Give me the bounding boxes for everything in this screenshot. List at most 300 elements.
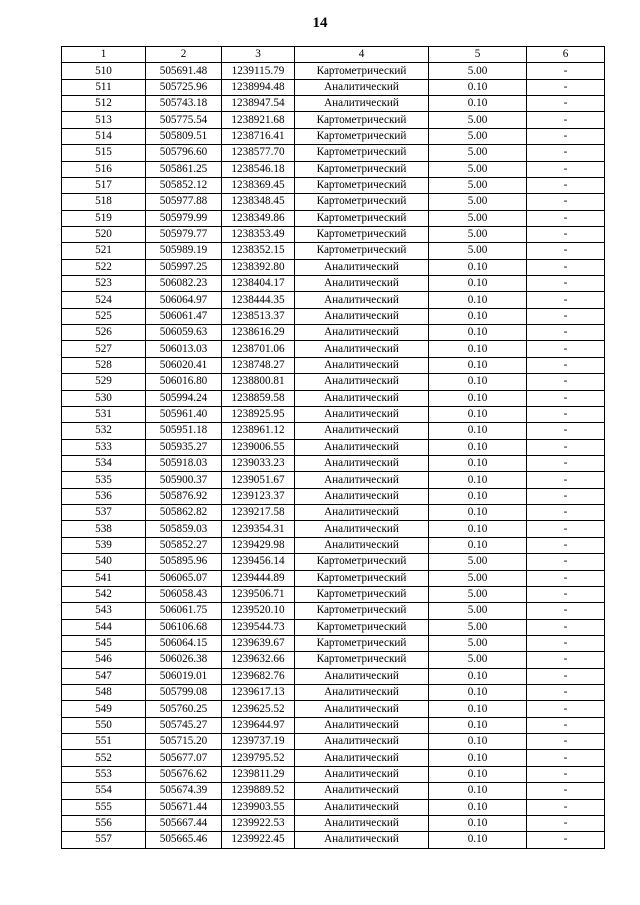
cell-y-coordinate: 1238994.48 [222,79,295,95]
cell-y-coordinate: 1239617.13 [222,685,295,701]
cell-point-number: 544 [62,619,146,635]
cell-method: Аналитический [295,96,429,112]
cell-note: - [527,292,605,308]
table-row [62,766,605,782]
cell-note: - [527,815,605,831]
cell-y-coordinate: 1239115.79 [222,63,295,79]
cell-x-coordinate: 506058.43 [146,586,222,602]
cell-point-number: 542 [62,586,146,602]
cell-x-coordinate: 505665.46 [146,832,222,848]
cell-accuracy: 5.00 [429,652,527,668]
cell-note: - [527,521,605,537]
table-header [62,47,605,63]
cell-y-coordinate: 1238716.41 [222,128,295,144]
cell-accuracy: 0.10 [429,472,527,488]
table-row [62,406,605,422]
cell-accuracy: 0.10 [429,537,527,553]
cell-method: Картометрический [295,603,429,619]
table-body [62,63,605,848]
cell-accuracy: 0.10 [429,406,527,422]
cell-x-coordinate: 505852.27 [146,537,222,553]
cell-note: - [527,635,605,651]
table-row [62,439,605,455]
cell-x-coordinate: 505895.96 [146,554,222,570]
cell-y-coordinate: 1238546.18 [222,161,295,177]
cell-point-number: 521 [62,243,146,259]
cell-note: - [527,537,605,553]
cell-point-number: 556 [62,815,146,831]
cell-method: Картометрический [295,554,429,570]
cell-note: - [527,554,605,570]
cell-note: - [527,276,605,292]
cell-y-coordinate: 1238353.49 [222,226,295,242]
cell-method: Аналитический [295,357,429,373]
cell-y-coordinate: 1239444.89 [222,570,295,586]
table-row [62,341,605,357]
cell-x-coordinate: 505979.77 [146,226,222,242]
cell-note: - [527,439,605,455]
cell-point-number: 543 [62,603,146,619]
cell-note: - [527,766,605,782]
table-row [62,652,605,668]
cell-note: - [527,63,605,79]
table-row [62,750,605,766]
cell-accuracy: 5.00 [429,63,527,79]
cell-x-coordinate: 505979.99 [146,210,222,226]
table-row [62,603,605,619]
cell-y-coordinate: 1239922.45 [222,832,295,848]
cell-y-coordinate: 1239889.52 [222,783,295,799]
cell-note: - [527,112,605,128]
table-row [62,783,605,799]
cell-accuracy: 0.10 [429,668,527,684]
table-row [62,145,605,161]
cell-point-number: 518 [62,194,146,210]
table-row [62,325,605,341]
cell-accuracy: 0.10 [429,799,527,815]
table-row [62,259,605,275]
table-row [62,390,605,406]
cell-point-number: 535 [62,472,146,488]
cell-x-coordinate: 505796.60 [146,145,222,161]
cell-point-number: 531 [62,406,146,422]
cell-note: - [527,717,605,733]
table-row [62,177,605,193]
cell-point-number: 523 [62,276,146,292]
cell-x-coordinate: 505799.08 [146,685,222,701]
table-row [62,537,605,553]
cell-note: - [527,685,605,701]
cell-method: Аналитический [295,783,429,799]
cell-x-coordinate: 505674.39 [146,783,222,799]
cell-point-number: 548 [62,685,146,701]
cell-point-number: 512 [62,96,146,112]
cell-note: - [527,783,605,799]
cell-point-number: 520 [62,226,146,242]
cell-y-coordinate: 1239544.73 [222,619,295,635]
cell-method: Картометрический [295,63,429,79]
cell-accuracy: 0.10 [429,292,527,308]
table-row [62,586,605,602]
table-row [62,619,605,635]
cell-method: Картометрический [295,243,429,259]
cell-note: - [527,128,605,144]
cell-method: Аналитический [295,325,429,341]
cell-note: - [527,423,605,439]
cell-y-coordinate: 1239217.58 [222,505,295,521]
cell-point-number: 545 [62,635,146,651]
cell-point-number: 517 [62,177,146,193]
cell-accuracy: 5.00 [429,635,527,651]
cell-y-coordinate: 1238947.54 [222,96,295,112]
cell-method: Аналитический [295,668,429,684]
cell-accuracy: 0.10 [429,832,527,848]
table-row [62,570,605,586]
cell-note: - [527,652,605,668]
cell-method: Аналитический [295,472,429,488]
cell-note: - [527,603,605,619]
cell-x-coordinate: 506016.80 [146,374,222,390]
cell-method: Аналитический [295,750,429,766]
cell-x-coordinate: 506082.23 [146,276,222,292]
cell-point-number: 534 [62,455,146,471]
cell-point-number: 532 [62,423,146,439]
cell-x-coordinate: 505997.25 [146,259,222,275]
table-row [62,357,605,373]
table-row [62,161,605,177]
cell-note: - [527,177,605,193]
table-row [62,701,605,717]
table-row [62,799,605,815]
table-row [62,423,605,439]
cell-method: Картометрический [295,652,429,668]
cell-y-coordinate: 1238800.81 [222,374,295,390]
cell-point-number: 554 [62,783,146,799]
cell-y-coordinate: 1238859.58 [222,390,295,406]
cell-accuracy: 0.10 [429,374,527,390]
cell-accuracy: 5.00 [429,619,527,635]
cell-x-coordinate: 506061.75 [146,603,222,619]
table-row [62,472,605,488]
cell-method: Аналитический [295,815,429,831]
cell-x-coordinate: 505859.03 [146,521,222,537]
cell-point-number: 541 [62,570,146,586]
table-row [62,734,605,750]
cell-note: - [527,374,605,390]
cell-note: - [527,734,605,750]
cell-method: Аналитический [295,374,429,390]
cell-y-coordinate: 1239006.55 [222,439,295,455]
cell-x-coordinate: 505918.03 [146,455,222,471]
cell-accuracy: 5.00 [429,161,527,177]
cell-note: - [527,668,605,684]
cell-point-number: 528 [62,357,146,373]
cell-note: - [527,210,605,226]
cell-point-number: 555 [62,799,146,815]
table-row [62,832,605,848]
cell-method: Аналитический [295,701,429,717]
cell-x-coordinate: 506064.97 [146,292,222,308]
cell-accuracy: 0.10 [429,455,527,471]
cell-accuracy: 0.10 [429,96,527,112]
cell-note: - [527,96,605,112]
cell-accuracy: 5.00 [429,586,527,602]
cell-accuracy: 0.10 [429,734,527,750]
cell-method: Аналитический [295,734,429,750]
table-row [62,488,605,504]
cell-method: Картометрический [295,210,429,226]
header-cell-5: 5 [429,47,527,63]
cell-accuracy: 5.00 [429,145,527,161]
cell-x-coordinate: 505900.37 [146,472,222,488]
cell-note: - [527,341,605,357]
cell-y-coordinate: 1238961.12 [222,423,295,439]
cell-method: Картометрический [295,128,429,144]
cell-note: - [527,145,605,161]
cell-y-coordinate: 1239123.37 [222,488,295,504]
cell-accuracy: 0.10 [429,488,527,504]
table-row [62,79,605,95]
cell-method: Аналитический [295,717,429,733]
cell-y-coordinate: 1239903.55 [222,799,295,815]
cell-x-coordinate: 505809.51 [146,128,222,144]
cell-note: - [527,161,605,177]
cell-method: Аналитический [295,276,429,292]
cell-y-coordinate: 1239737.19 [222,734,295,750]
cell-method: Картометрический [295,619,429,635]
cell-method: Аналитический [295,341,429,357]
cell-x-coordinate: 505876.92 [146,488,222,504]
table-row [62,554,605,570]
table-row [62,63,605,79]
cell-method: Картометрический [295,161,429,177]
cell-method: Картометрический [295,570,429,586]
cell-method: Аналитический [295,521,429,537]
table-row [62,292,605,308]
cell-point-number: 536 [62,488,146,504]
cell-note: - [527,570,605,586]
cell-y-coordinate: 1238444.35 [222,292,295,308]
cell-method: Аналитический [295,455,429,471]
cell-accuracy: 5.00 [429,128,527,144]
cell-point-number: 551 [62,734,146,750]
cell-point-number: 537 [62,505,146,521]
cell-method: Аналитический [295,292,429,308]
cell-point-number: 539 [62,537,146,553]
cell-y-coordinate: 1239682.76 [222,668,295,684]
cell-y-coordinate: 1239632.66 [222,652,295,668]
cell-x-coordinate: 505951.18 [146,423,222,439]
cell-accuracy: 5.00 [429,177,527,193]
cell-x-coordinate: 505745.27 [146,717,222,733]
cell-accuracy: 5.00 [429,554,527,570]
table-row [62,128,605,144]
cell-method: Картометрический [295,635,429,651]
cell-y-coordinate: 1239051.67 [222,472,295,488]
cell-point-number: 511 [62,79,146,95]
cell-x-coordinate: 505935.27 [146,439,222,455]
cell-method: Картометрический [295,145,429,161]
cell-x-coordinate: 506013.03 [146,341,222,357]
cell-note: - [527,226,605,242]
cell-y-coordinate: 1238348.45 [222,194,295,210]
cell-accuracy: 0.10 [429,390,527,406]
cell-x-coordinate: 505677.07 [146,750,222,766]
cell-y-coordinate: 1238392.80 [222,259,295,275]
header-cell-1: 1 [62,47,146,63]
cell-x-coordinate: 505725.96 [146,79,222,95]
cell-x-coordinate: 505775.54 [146,112,222,128]
cell-x-coordinate: 505994.24 [146,390,222,406]
cell-method: Аналитический [295,832,429,848]
cell-accuracy: 5.00 [429,603,527,619]
cell-accuracy: 0.10 [429,423,527,439]
cell-point-number: 533 [62,439,146,455]
cell-note: - [527,750,605,766]
cell-y-coordinate: 1238369.45 [222,177,295,193]
table-row [62,717,605,733]
cell-note: - [527,357,605,373]
cell-y-coordinate: 1238513.37 [222,308,295,324]
table-row [62,521,605,537]
cell-x-coordinate: 506019.01 [146,668,222,684]
cell-note: - [527,488,605,504]
cell-x-coordinate: 505671.44 [146,799,222,815]
cell-y-coordinate: 1239456.14 [222,554,295,570]
cell-accuracy: 0.10 [429,717,527,733]
cell-method: Аналитический [295,537,429,553]
cell-point-number: 519 [62,210,146,226]
cell-x-coordinate: 505760.25 [146,701,222,717]
cell-point-number: 515 [62,145,146,161]
cell-note: - [527,406,605,422]
cell-x-coordinate: 506020.41 [146,357,222,373]
cell-y-coordinate: 1238616.29 [222,325,295,341]
cell-y-coordinate: 1239625.52 [222,701,295,717]
cell-note: - [527,505,605,521]
cell-y-coordinate: 1239644.97 [222,717,295,733]
cell-method: Аналитический [295,439,429,455]
cell-note: - [527,259,605,275]
cell-y-coordinate: 1238925.95 [222,406,295,422]
cell-x-coordinate: 505961.40 [146,406,222,422]
cell-x-coordinate: 505852.12 [146,177,222,193]
table-row [62,455,605,471]
cell-note: - [527,79,605,95]
cell-y-coordinate: 1238701.06 [222,341,295,357]
cell-point-number: 540 [62,554,146,570]
cell-point-number: 524 [62,292,146,308]
cell-accuracy: 0.10 [429,521,527,537]
table-row [62,685,605,701]
cell-x-coordinate: 506059.63 [146,325,222,341]
cell-accuracy: 0.10 [429,815,527,831]
cell-y-coordinate: 1238577.70 [222,145,295,161]
table-row [62,194,605,210]
cell-point-number: 530 [62,390,146,406]
cell-point-number: 552 [62,750,146,766]
cell-method: Аналитический [295,259,429,275]
cell-point-number: 553 [62,766,146,782]
header-cell-3: 3 [222,47,295,63]
cell-method: Картометрический [295,194,429,210]
cell-y-coordinate: 1239429.98 [222,537,295,553]
cell-x-coordinate: 506106.68 [146,619,222,635]
cell-accuracy: 5.00 [429,112,527,128]
cell-note: - [527,832,605,848]
cell-method: Картометрический [295,112,429,128]
cell-point-number: 547 [62,668,146,684]
cell-y-coordinate: 1239033.23 [222,455,295,471]
cell-accuracy: 5.00 [429,210,527,226]
page-number: 14 [312,15,328,31]
cell-method: Картометрический [295,177,429,193]
cell-point-number: 522 [62,259,146,275]
cell-point-number: 514 [62,128,146,144]
cell-accuracy: 5.00 [429,570,527,586]
cell-note: - [527,390,605,406]
cell-x-coordinate: 505989.19 [146,243,222,259]
cell-accuracy: 0.10 [429,276,527,292]
cell-accuracy: 0.10 [429,685,527,701]
cell-y-coordinate: 1238352.15 [222,243,295,259]
cell-accuracy: 0.10 [429,766,527,782]
cell-method: Картометрический [295,586,429,602]
cell-note: - [527,243,605,259]
cell-x-coordinate: 506026.38 [146,652,222,668]
header-cell-6: 6 [527,47,605,63]
cell-accuracy: 0.10 [429,750,527,766]
cell-y-coordinate: 1239811.29 [222,766,295,782]
cell-note: - [527,325,605,341]
header-row [62,47,605,63]
cell-x-coordinate: 506061.47 [146,308,222,324]
cell-accuracy: 0.10 [429,341,527,357]
cell-y-coordinate: 1239639.67 [222,635,295,651]
table-row [62,374,605,390]
cell-point-number: 549 [62,701,146,717]
table-row [62,210,605,226]
cell-x-coordinate: 505861.25 [146,161,222,177]
cell-method: Аналитический [295,766,429,782]
cell-y-coordinate: 1239354.31 [222,521,295,537]
cell-note: - [527,472,605,488]
cell-note: - [527,701,605,717]
cell-method: Аналитический [295,488,429,504]
cell-note: - [527,619,605,635]
cell-point-number: 557 [62,832,146,848]
cell-x-coordinate: 505862.82 [146,505,222,521]
cell-point-number: 525 [62,308,146,324]
cell-method: Аналитический [295,685,429,701]
cell-y-coordinate: 1238349.86 [222,210,295,226]
cell-point-number: 546 [62,652,146,668]
cell-method: Аналитический [295,423,429,439]
table-row [62,815,605,831]
cell-y-coordinate: 1239506.71 [222,586,295,602]
cell-point-number: 527 [62,341,146,357]
cell-accuracy: 0.10 [429,783,527,799]
cell-y-coordinate: 1238921.68 [222,112,295,128]
cell-y-coordinate: 1239520.10 [222,603,295,619]
table-row [62,243,605,259]
table-row [62,308,605,324]
cell-accuracy: 0.10 [429,439,527,455]
cell-method: Аналитический [295,799,429,815]
coordinates-table [61,46,605,849]
table-row [62,96,605,112]
cell-accuracy: 0.10 [429,701,527,717]
